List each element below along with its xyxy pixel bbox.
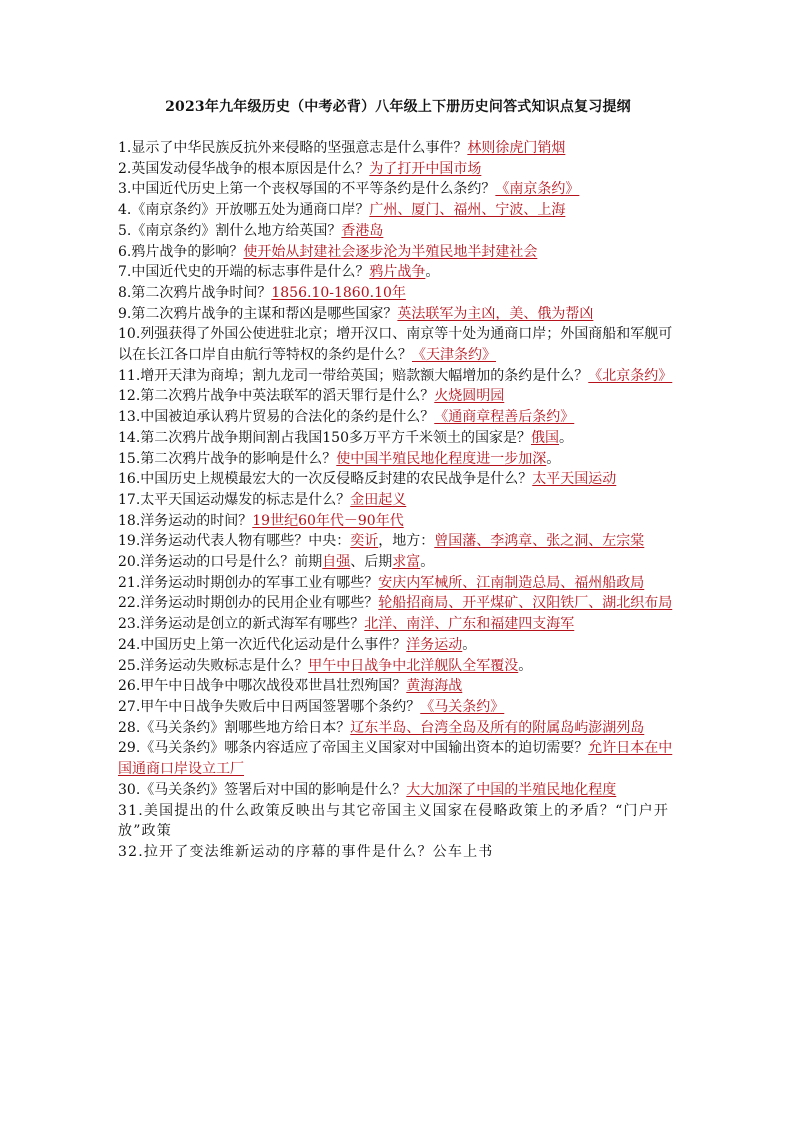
answer-text: 金田起义 — [350, 491, 407, 508]
answer-text: 广州、厦门、福州、宁波、上海 — [369, 202, 566, 219]
question-text: 14.第二次鸦片战争期间割占我国150多万平方千米领土的国家是？ — [118, 429, 531, 446]
question-text: 26.甲午中日战争中哪次战役邓世昌壮烈殉国？ — [118, 678, 407, 695]
qa-item — [118, 697, 678, 718]
question-text: 8.第二次鸦片战争时间？ — [118, 284, 272, 301]
question-text: 22.洋务运动时期创办的民用企业有哪些？ — [118, 595, 379, 612]
answer-text: 《北京条约》 — [588, 367, 673, 384]
qa-item — [118, 614, 678, 635]
qa-item — [118, 449, 678, 470]
answer-text: 允许日本在中国通商口岸设立工厂 — [118, 740, 673, 778]
question-text: 15.第二次鸦片战争的影响是什么？ — [118, 450, 337, 467]
tail-text: 。 — [518, 657, 533, 674]
answer-text: 自强 — [322, 554, 351, 571]
question-text: 12.第二次鸦片战争中英法联军的滔天罪行是什么？ — [118, 388, 435, 405]
answer-text: 火烧圆明园 — [434, 388, 505, 405]
question-text: 4.《南京条约》开放哪五处为通商口岸？ — [118, 202, 370, 219]
tail-text: 。 — [559, 429, 573, 446]
qa-item — [118, 221, 678, 242]
answer-text: 《通商章程善后条约》 — [434, 409, 575, 426]
question-text: 31.美国提出的什么政策反映出与其它帝国主义国家在侵略政策上的矛盾？“门户开放”政策 — [118, 802, 670, 840]
question-text: 3.中国近代历史上第一个丧权辱国的不平等条约是什么条约？ — [118, 181, 496, 198]
qa-item — [118, 552, 678, 573]
qa-item — [118, 138, 678, 159]
document-page — [118, 96, 678, 863]
document-title: 2023年九年级历史（中考必背）八年级上下册历史问答式知识点复习提纲 — [165, 99, 631, 115]
answer-text: 《天津条约》 — [412, 347, 496, 364]
qa-item — [118, 635, 678, 656]
question-text: 11.增开天津为商埠；割九龙司一带给英国；赔款额大幅增加的条约是什么？ — [118, 367, 589, 384]
answer-text: 使开始从封建社会逐步沦为半殖民地半封建社会 — [243, 243, 538, 260]
qa-list — [118, 138, 678, 863]
answer-text: 轮船招商局、开平煤矿、汉阳铁厂、湖北织布局 — [378, 595, 673, 612]
answer-text: 林则徐虎门销烟 — [467, 140, 566, 156]
qa-item — [118, 511, 678, 532]
answer-text: 奕䜣 — [350, 533, 379, 550]
answer-text: 北洋、南洋、广东和福建四支海军 — [364, 616, 575, 633]
qa-item — [118, 656, 678, 677]
answer-text: 19世纪60年代－90年代 — [252, 512, 404, 529]
qa-item — [118, 573, 678, 594]
answer-text: 为了打开中国市场 — [369, 160, 482, 177]
question-text: 2.英国发动侵华战争的根本原因是什么？ — [118, 160, 370, 177]
question-text: 13.中国被迫承认鸦片贸易的合法化的条约是什么？ — [118, 409, 435, 426]
answer-text: 求富 — [392, 554, 421, 571]
qa-item — [118, 593, 678, 614]
tail-text: 。 — [546, 450, 561, 467]
question-text: 32.拉开了变法维新运动的序幕的事件是什么？公车上书 — [118, 843, 494, 860]
question-text: 19.洋务运动代表人物有哪些？中央： — [118, 533, 351, 550]
qa-item — [118, 283, 678, 304]
qa-item — [118, 490, 678, 511]
qa-item — [118, 780, 678, 801]
question-text: 1.显示了中华民族反抗外来侵略的坚强意志是什么事件？ — [118, 140, 468, 156]
question-text: 30.《马关条约》签署后对中国的影响是什么？ — [118, 781, 407, 798]
qa-item — [118, 801, 678, 842]
question-text: 16.中国历史上规模最宏大的一次反侵略反封建的农民战争是什么？ — [118, 471, 533, 488]
qa-item — [118, 407, 678, 428]
qa-item — [118, 842, 678, 863]
tail-text: 。 — [420, 554, 435, 571]
answer-text: 使中国半殖民地化程度进一步加深 — [336, 450, 547, 467]
qa-item — [118, 324, 678, 365]
question-text: 24.中国历史上第一次近代化运动是什么事件？ — [118, 636, 407, 653]
answer-text: 黄海海战 — [406, 678, 463, 695]
answer-text: 英法联军为主凶，美、俄为帮凶 — [397, 305, 594, 322]
answer-text: 大大加深了中国的半殖民地化程度 — [406, 781, 617, 798]
question-text: 28.《马关条约》割哪些地方给日本？ — [118, 719, 351, 736]
qa-item — [118, 242, 678, 263]
question-text: 5.《南京条约》割什么地方给英国？ — [118, 222, 342, 239]
qa-item — [118, 200, 678, 221]
qa-item — [118, 262, 678, 283]
answer-text: 安庆内军械所、江南制造总局、福州船政局 — [378, 574, 645, 591]
qa-item — [118, 366, 678, 387]
qa-item — [118, 469, 678, 490]
question-text: 10.列强获得了外国公使进驻北京；增开汉口、南京等十处为通商口岸；外国商船和军舰可以在长江各口岸自由航行等特权的条约是什么？ — [118, 326, 673, 364]
question-text: 20.洋务运动的口号是什么？前期 — [118, 554, 323, 571]
tail-text: ，地方： — [378, 533, 435, 550]
question-text: 25.洋务运动失败标志是什么？ — [118, 657, 309, 674]
question-text: 17.太平天国运动爆发的标志是什么？ — [118, 491, 351, 508]
question-text: 6.鸦片战争的影响？ — [118, 243, 244, 260]
qa-item — [118, 531, 678, 552]
answer-text: 太平天国运动 — [532, 471, 617, 488]
answer-text: 《南京条约》 — [495, 181, 580, 198]
answer-text: 《马关条约》 — [420, 698, 505, 715]
question-text: 27.甲午中日战争失败后中日两国签署哪个条约？ — [118, 698, 421, 715]
tail-text: 。 — [425, 264, 440, 281]
answer-text: 香港岛 — [341, 222, 384, 239]
answer-text: 辽东半岛、台湾全岛及所有的附属岛屿澎湖列岛 — [350, 719, 645, 736]
qa-item — [118, 676, 678, 697]
answer-text: 洋务运动 — [406, 636, 463, 653]
qa-item — [118, 304, 678, 325]
question-text: 9.第二次鸦片战争的主谋和帮凶是哪些国家？ — [118, 305, 398, 322]
answer-text: 俄国 — [531, 429, 559, 446]
tail-text: 、后期 — [350, 554, 393, 571]
answer-text: 1856.10-1860.10年 — [271, 284, 406, 301]
question-text: 18.洋务运动的时间？ — [118, 512, 253, 529]
qa-item — [118, 718, 678, 739]
question-text: 7.中国近代史的开端的标志事件是什么？ — [118, 264, 370, 281]
answer-text: 鸦片战争 — [369, 264, 426, 281]
question-text: 21.洋务运动时期创办的军事工业有哪些？ — [118, 574, 379, 591]
qa-item — [118, 159, 678, 180]
qa-item — [118, 428, 678, 449]
qa-item — [118, 738, 678, 779]
answer-text: 曾国藩、李鸿章、张之洞、左宗棠 — [434, 533, 645, 550]
question-text: 29.《马关条约》哪条内容适应了帝国主义国家对中国输出资本的迫切需要？ — [118, 740, 589, 757]
answer-text: 甲午中日战争中北洋舰队全军覆没 — [308, 657, 519, 674]
tail-text: 。 — [462, 636, 477, 653]
question-text: 23.洋务运动是创立的新式海军有哪些？ — [118, 616, 365, 633]
qa-item — [118, 386, 678, 407]
qa-item — [118, 179, 678, 200]
